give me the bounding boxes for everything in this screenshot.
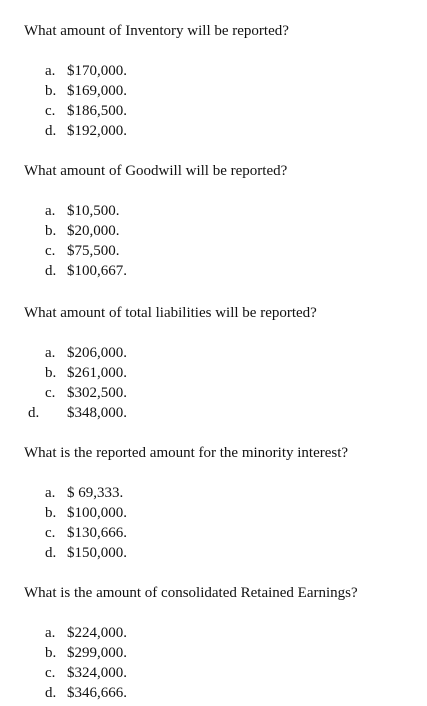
option-value: $ 69,333. <box>67 485 124 501</box>
question-text: What amount of Inventory will be reported? <box>24 23 289 39</box>
option-value: $10,500. <box>67 203 120 219</box>
option-value: $170,000. <box>67 63 127 79</box>
option-value: $302,500. <box>67 385 127 401</box>
option-letter: b. <box>45 365 57 381</box>
option-letter: d. <box>45 545 57 561</box>
option-value: $100,000. <box>67 505 127 521</box>
option-letter: d. <box>45 263 57 279</box>
question-text: What amount of Goodwill will be reported? <box>24 163 288 179</box>
option-letter: d. <box>45 685 57 701</box>
option-value: $324,000. <box>67 665 127 681</box>
option-letter: a. <box>45 203 56 219</box>
option-value: $20,000. <box>67 223 120 239</box>
option-letter: a. <box>45 485 56 501</box>
option-letter: b. <box>45 505 57 521</box>
question-text: What is the amount of consolidated Retained Earnings? <box>24 585 358 601</box>
option-letter: b. <box>45 223 57 239</box>
option-value: $299,000. <box>67 645 127 661</box>
option-value: $206,000. <box>67 345 127 361</box>
option-value: $150,000. <box>67 545 127 561</box>
option-letter: a. <box>45 625 56 641</box>
option-letter: a. <box>45 63 56 79</box>
option-letter: c. <box>45 243 56 259</box>
option-value: $75,500. <box>67 243 120 259</box>
option-value: $224,000. <box>67 625 127 641</box>
option-value: $186,500. <box>67 103 127 119</box>
option-letter: c. <box>45 525 56 541</box>
option-letter: c. <box>45 665 56 681</box>
option-letter: c. <box>45 103 56 119</box>
option-letter: b. <box>45 83 57 99</box>
option-letter: d. <box>28 405 40 421</box>
option-value: $169,000. <box>67 83 127 99</box>
option-letter: a. <box>45 345 56 361</box>
option-value: $346,666. <box>67 685 127 701</box>
option-value: $192,000. <box>67 123 127 139</box>
option-value: $348,000. <box>67 405 127 421</box>
option-value: $130,666. <box>67 525 127 541</box>
option-letter: c. <box>45 385 56 401</box>
question-text: What amount of total liabilities will be reported? <box>24 305 317 321</box>
option-letter: b. <box>45 645 57 661</box>
option-value: $261,000. <box>67 365 127 381</box>
option-value: $100,667. <box>67 263 127 279</box>
question-text: What is the reported amount for the minority interest? <box>24 445 349 461</box>
option-letter: d. <box>45 123 57 139</box>
